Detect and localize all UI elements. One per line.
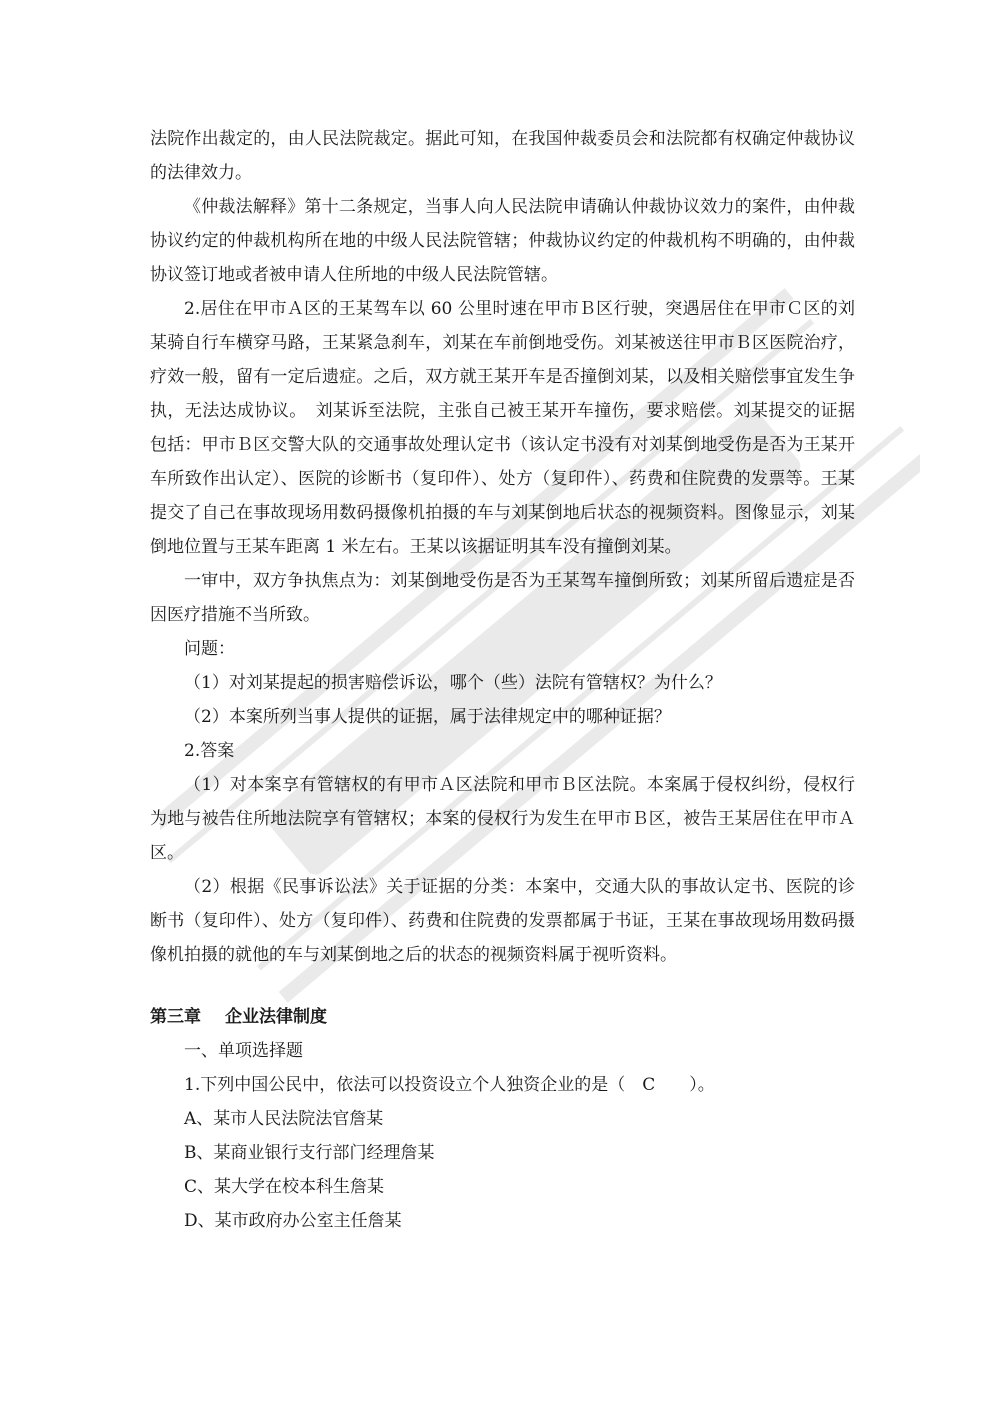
section-title: 一、单项选择题 bbox=[184, 1041, 303, 1061]
paragraph-ruling-continuation: 法院作出裁定的，由人民法院裁定。据此可知，在我国仲裁委员会和法院都有权确定仲裁协议的法律效力。 bbox=[150, 129, 855, 183]
page-content bbox=[150, 122, 855, 1238]
option-d: D、某市政府办公室主任詹某 bbox=[184, 1211, 402, 1231]
paragraph-answer-1: （1）对本案享有管辖权的有甲市Ａ区法院和甲市Ｂ区法院。本案属于侵权纠纷，侵权行为地与被告住所地法院享有管辖权；本案的侵权行为发生在甲市Ｂ区，被告王某居住在甲市Ａ区。 bbox=[150, 775, 855, 863]
paragraph-answer-label: 2.答案 bbox=[184, 741, 235, 761]
option-b: B、某商业银行支行部门经理詹某 bbox=[184, 1143, 435, 1163]
paragraph-case-2: 2.居住在甲市Ａ区的王某驾车以 60 公里时速在甲市Ｂ区行驶，突遇居住在甲市Ｃ区的刘某骑自行车横穿马路，王某紧急刹车，刘某在车前倒地受伤。刘某被送往甲市Ｂ区医院治疗，疗效一般，留有一定后遗症。之后，双方就王某开车是否撞倒刘某，以及相关赔偿事宜发生争执，无法达成协议。 刘某诉至法院，主张自己被王某开车撞伤，要求赔偿。刘某提交的证据包括：甲市Ｂ区交警大队的交通事故处理认定书（该认定书没有对刘某倒地受伤是否为王某开车所致作出认定）、医院的诊断书（复印件）、处方（复印件）、药费和住院费的发票等。王某提交了自己在事故现场用数码摄像机拍摄的车与刘某倒地后状态的视频资料。图像显示，刘某倒地位置与王某车距离 1 米左右。王某以该据证明其车没有撞倒刘某。 bbox=[150, 299, 855, 557]
paragraph-arbitration-interpretation: 《仲裁法解释》第十二条规定，当事人向人民法院申请确认仲裁协议效力的案件，由仲裁协议约定的仲裁机构所在地的中级人民法院管辖；仲裁协议约定的仲裁机构不明确的，由仲裁协议签订地或者被申请人住所地的中级人民法院管辖。 bbox=[150, 197, 855, 285]
option-c: C、某大学在校本科生詹某 bbox=[184, 1177, 385, 1197]
paragraph-questions-label: 问题： bbox=[184, 639, 235, 659]
paragraph-answer-2: （2）根据《民事诉讼法》关于证据的分类：本案中，交通大队的事故认定书、医院的诊断书（复印件）、处方（复印件）、药费和住院费的发票都属于书证，王某在事故现场用数码摄像机拍摄的就他的车与刘某倒地之后的状态的视频资料属于视听资料。 bbox=[150, 877, 855, 965]
chapter-title: 企业法律制度 bbox=[225, 1007, 327, 1027]
question-1: 1.下列中国公民中，依法可以投资设立个人独资企业的是（ C ）。 bbox=[184, 1075, 715, 1095]
option-a: A、某市人民法院法官詹某 bbox=[184, 1109, 384, 1129]
paragraph-question-2: （2）本案所列当事人提供的证据，属于法律规定中的哪种证据？ bbox=[184, 707, 671, 727]
chapter-heading bbox=[150, 1000, 855, 1034]
paragraph-question-1: （1）对刘某提起的损害赔偿诉讼，哪个（些）法院有管辖权？为什么？ bbox=[184, 673, 722, 693]
paragraph-dispute-focus: 一审中，双方争执焦点为：刘某倒地受伤是否为王某驾车撞倒所致；刘某所留后遗症是否因医疗措施不当所致。 bbox=[150, 571, 855, 625]
chapter-number: 第三章 bbox=[150, 1007, 201, 1027]
